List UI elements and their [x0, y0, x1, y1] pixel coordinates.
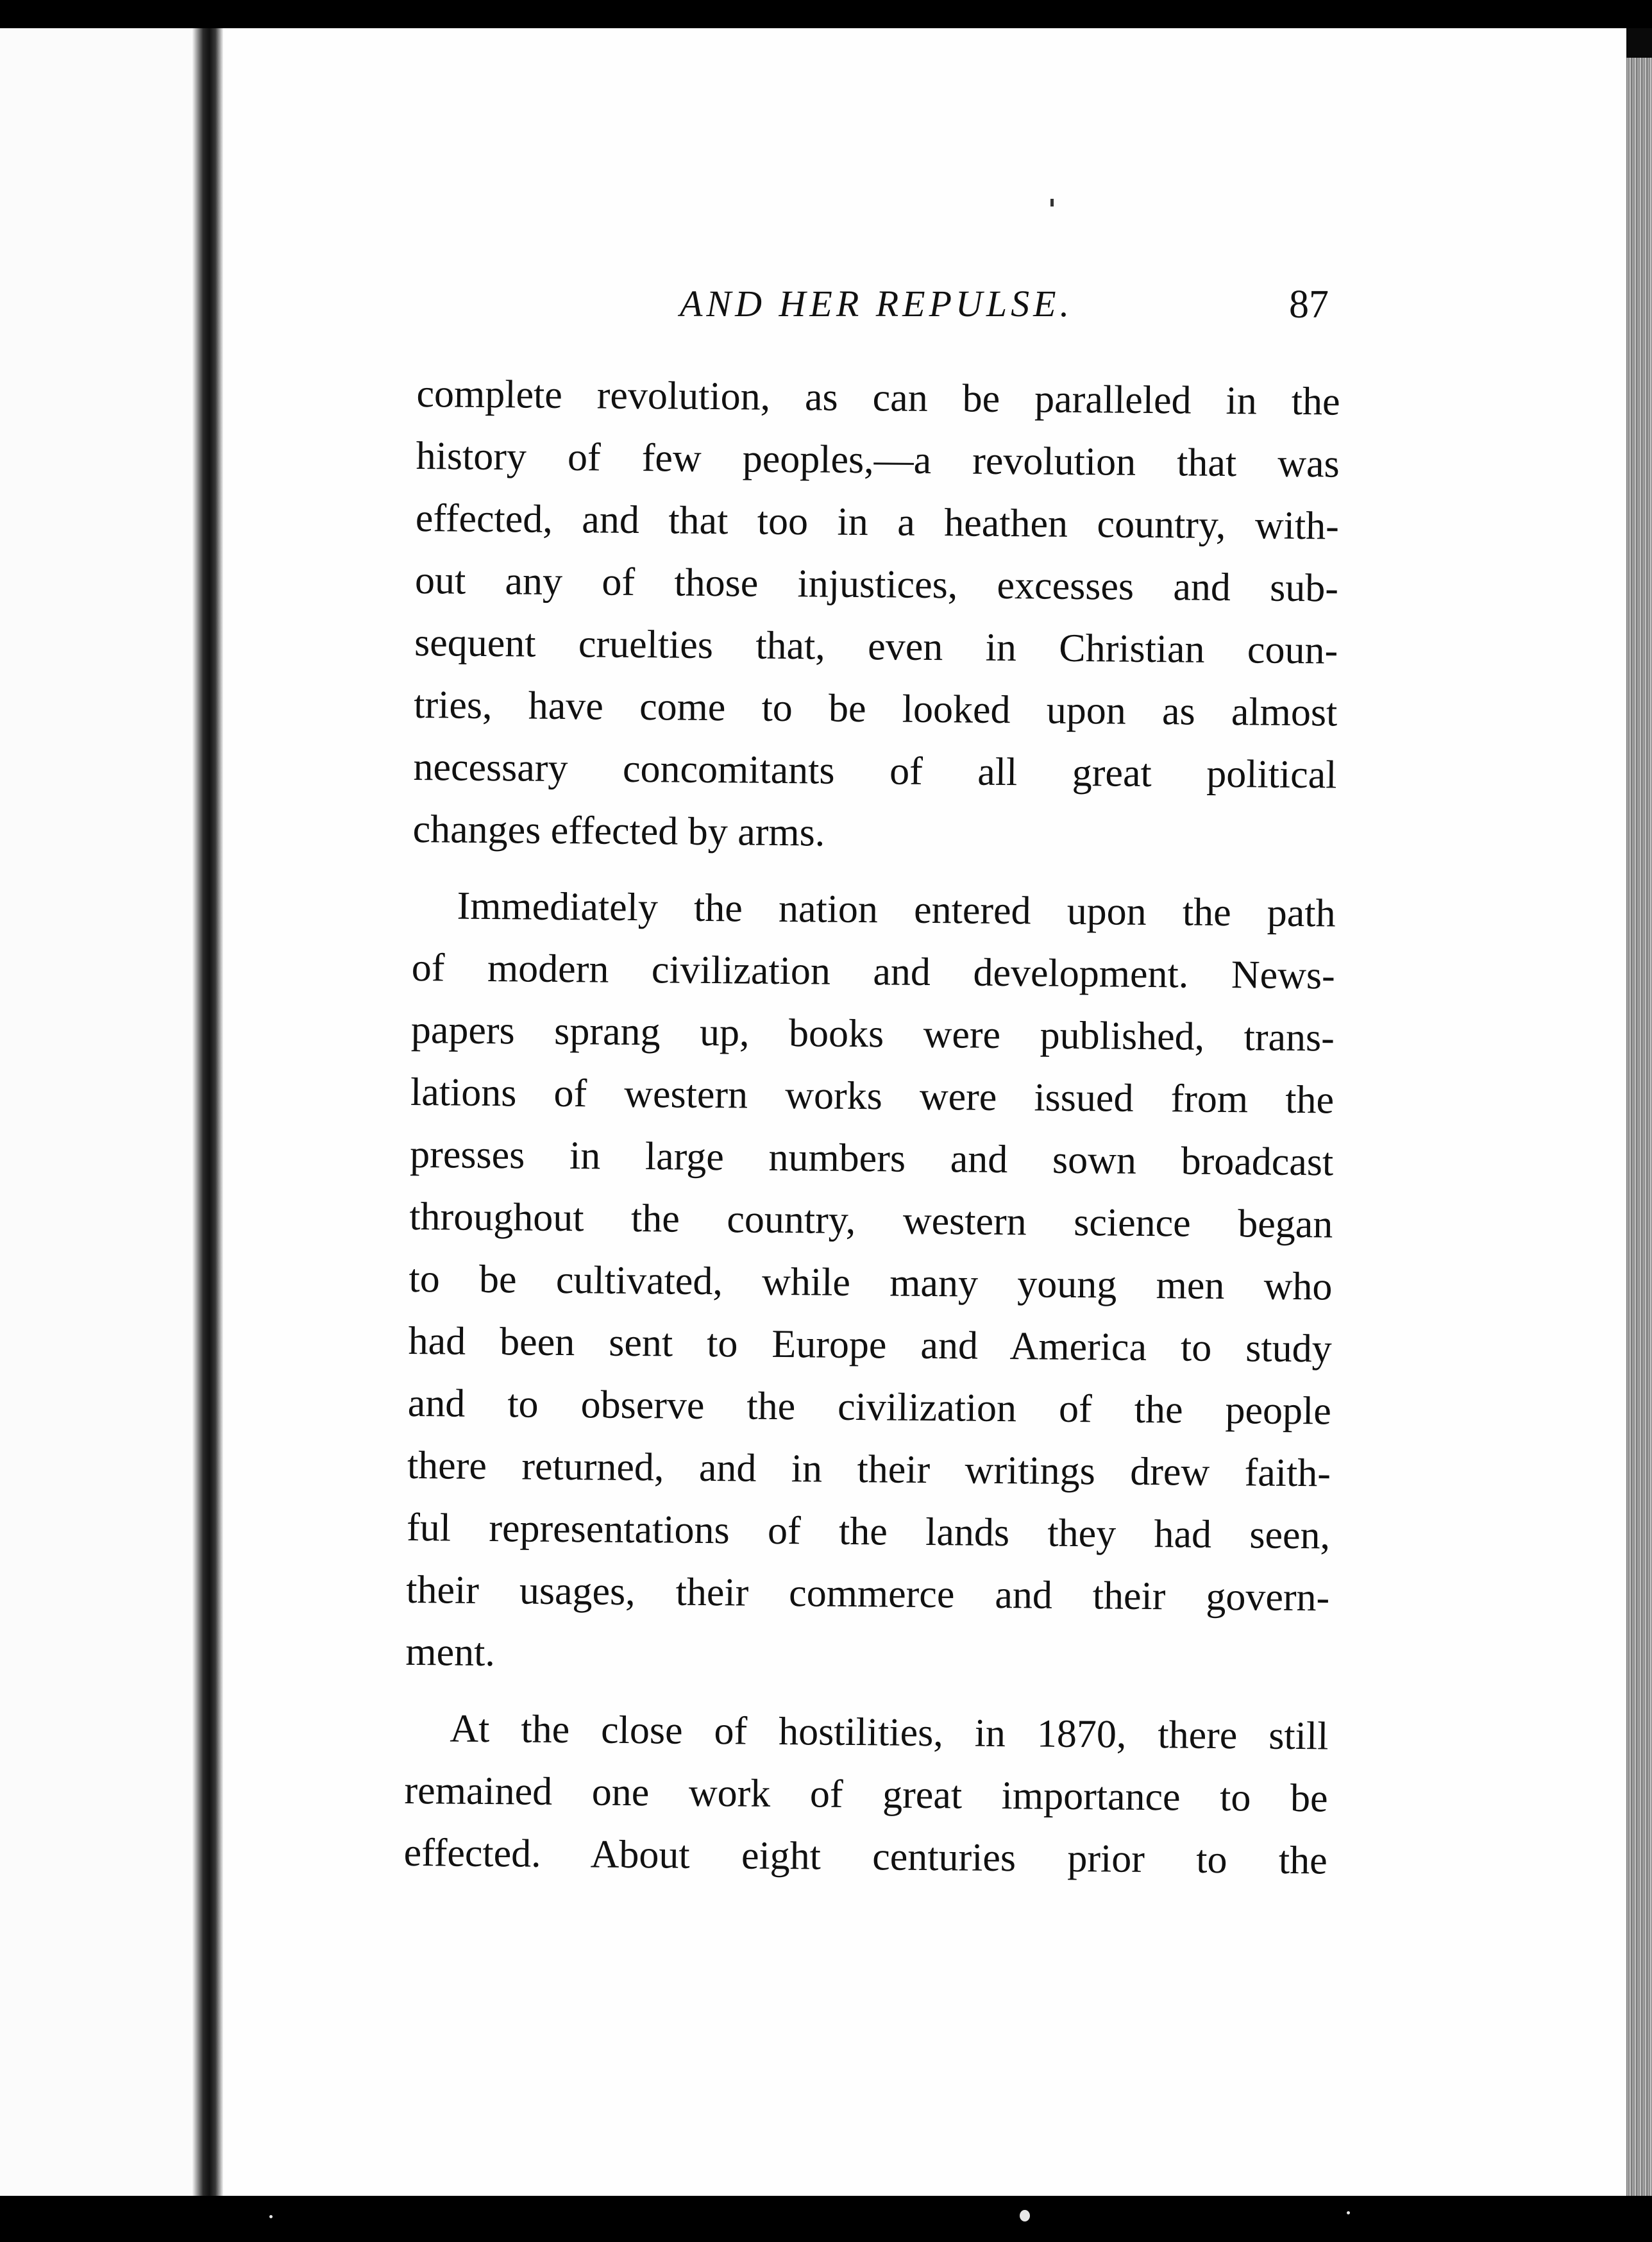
text-line: lations of western works were issued from the	[410, 1070, 1335, 1122]
text-line: there returned, and in their writings drew faith-	[407, 1443, 1331, 1496]
print-mark	[1050, 199, 1054, 206]
text-line: At the close of hostilities, in 1870, there still	[450, 1707, 1329, 1758]
scan-speck	[1020, 2210, 1030, 2221]
text-line: out any of those injustices, excesses and sub-	[414, 558, 1339, 611]
text-line: papers sprang up, books were published, trans-	[410, 1007, 1335, 1060]
text-line: ment.	[405, 1630, 496, 1675]
page-number: 87	[1289, 283, 1329, 326]
text-line: sequent cruelties that, even in Christian coun-	[414, 620, 1338, 673]
running-head: AND HER REPULSE.	[680, 283, 1074, 324]
text-line: history of few peoples,—a revolution that was	[416, 434, 1340, 486]
facing-page-edge	[0, 28, 192, 2196]
paragraph-3	[403, 1698, 1328, 1892]
page-stack-edge	[1626, 58, 1652, 2200]
text-line: presses in large numbers and sown broadcast	[409, 1132, 1334, 1184]
text-line: to be cultivated, while many young men who	[409, 1256, 1333, 1309]
body-text	[403, 363, 1340, 1892]
scan-speck	[1347, 2211, 1350, 2214]
scan-top-border	[0, 0, 1652, 28]
text-line: effected, and that too in a heathen country, with-	[415, 496, 1340, 548]
scan-speck	[269, 2215, 273, 2218]
text-line: effected. About eight centuries prior to the	[403, 1830, 1328, 1883]
book-gutter	[192, 28, 223, 2196]
text-line: their usages, their commerce and their govern-	[406, 1567, 1330, 1620]
text-line: ful representations of the lands they had seen,	[406, 1505, 1331, 1558]
text-line: complete revolution, as can be paralleled in the	[416, 371, 1340, 424]
text-line: and to observe the civilization of the people	[407, 1381, 1332, 1433]
text-line: necessary concomitants of all great political	[413, 745, 1337, 797]
text-line: of modern civilization and development. News-	[411, 945, 1336, 998]
text-line: changes effected by arms.	[412, 807, 825, 855]
text-line: Immediately the nation entered upon the path	[457, 884, 1336, 936]
text-line: remained one work of great importance to be	[404, 1768, 1328, 1821]
paragraph-1	[412, 363, 1340, 869]
text-line: had been sent to Europe and America to study	[408, 1319, 1332, 1371]
paragraph-2	[405, 875, 1336, 1692]
text-line: tries, have come to be looked upon as almost	[414, 682, 1338, 735]
text-line: throughout the country, western science began	[409, 1194, 1333, 1247]
scan-bottom-border	[0, 2196, 1652, 2242]
